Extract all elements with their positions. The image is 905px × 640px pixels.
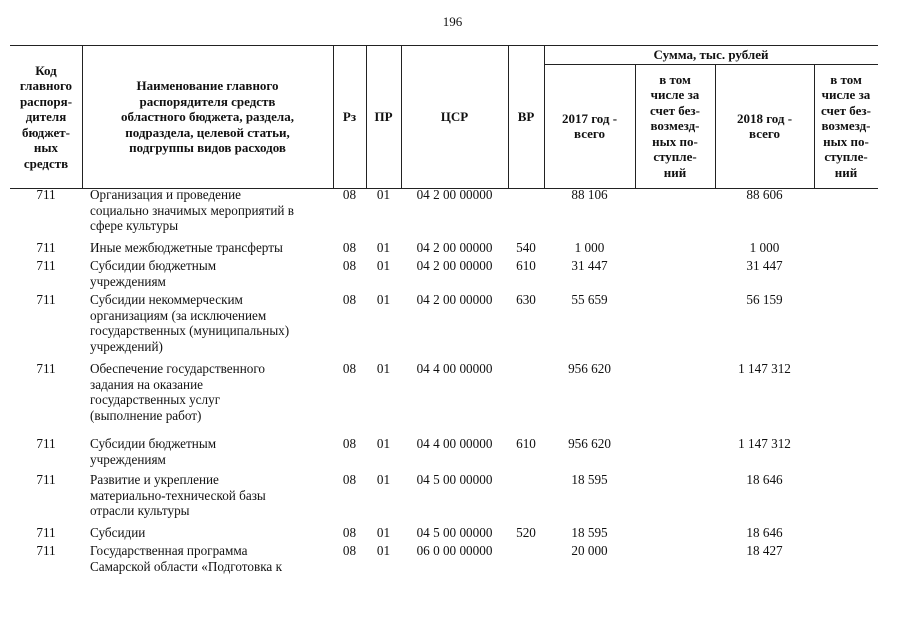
header-code: Код главного распоря- дителя бюджет- ных средств: [19, 63, 73, 171]
row-2017-total: 20 000: [571, 543, 608, 558]
table-header: [10, 45, 878, 189]
row-pr: 01: [376, 187, 391, 202]
row-name: Иные межбюджетные трансферты: [90, 240, 283, 255]
row-csr: 04 4 00 00000: [416, 436, 493, 451]
row-code: 711: [36, 292, 56, 307]
row-vr: 540: [516, 240, 536, 255]
row-code: 711: [36, 543, 56, 558]
row-rz: 08: [342, 187, 357, 202]
row-csr: 06 0 00 00000: [416, 543, 493, 558]
row-code: 711: [36, 525, 56, 540]
row-rz: 08: [342, 436, 357, 451]
row-2018-total: 1 147 312: [738, 361, 791, 376]
header-2017-total: 2017 год - всего: [561, 110, 618, 141]
header-2018-free: в том числе за счет без- возмезд- ных по- ступле- ний: [821, 72, 871, 180]
row-2017-total: 55 659: [571, 292, 608, 307]
row-2017-total: 956 620: [568, 436, 611, 451]
row-rz: 08: [342, 258, 357, 273]
row-2018-total: 1 000: [749, 240, 780, 255]
header-2017-free: в том числе за счет без- возмезд- ных по- ступле- ний: [650, 72, 700, 180]
row-csr: 04 2 00 00000: [416, 258, 493, 273]
row-code: 711: [36, 472, 56, 487]
row-rz: 08: [342, 543, 357, 558]
row-vr: 610: [516, 258, 536, 273]
row-pr: 01: [376, 543, 391, 558]
row-name: Государственная программа Самарской области «Подготовка к: [90, 543, 282, 574]
header-csr: ЦСР: [440, 109, 469, 125]
row-code: 711: [36, 436, 56, 451]
row-2017-total: 18 595: [571, 525, 608, 540]
row-code: 711: [36, 361, 56, 376]
row-csr: 04 2 00 00000: [416, 292, 493, 307]
header-vr: ВР: [517, 109, 535, 125]
row-vr: 630: [516, 292, 536, 307]
row-pr: 01: [376, 472, 391, 487]
row-2017-total: 1 000: [574, 240, 605, 255]
row-csr: 04 2 00 00000: [416, 187, 493, 202]
row-rz: 08: [342, 525, 357, 540]
row-name: Субсидии: [90, 525, 146, 540]
row-2017-total: 18 595: [571, 472, 608, 487]
row-pr: 01: [376, 361, 391, 376]
page-number: 196: [442, 14, 463, 29]
header-2018-total: 2018 год - всего: [736, 110, 793, 141]
row-name: Обеспечение государственного задания на оказание государственных услуг (выполнение работ): [90, 361, 266, 423]
row-name: Субсидии бюджетным учреждениям: [90, 436, 217, 467]
row-code: 711: [36, 258, 56, 273]
row-2018-total: 18 646: [746, 472, 783, 487]
header-pr: ПР: [374, 109, 393, 125]
row-2018-total: 56 159: [746, 292, 783, 307]
row-code: 711: [36, 240, 56, 255]
row-2018-total: 31 447: [746, 258, 783, 273]
row-csr: 04 2 00 00000: [416, 240, 493, 255]
row-rz: 08: [342, 240, 357, 255]
row-rz: 08: [342, 472, 357, 487]
row-2018-total: 88 606: [746, 187, 783, 202]
row-rz: 08: [342, 361, 357, 376]
row-name: Субсидии бюджетным учреждениям: [90, 258, 217, 289]
row-name: Развитие и укрепление материально-технической базы отрасли культуры: [90, 472, 266, 519]
row-pr: 01: [376, 258, 391, 273]
row-name: Субсидии некоммерческим организациям (за исключением государственных (муниципальных) учреждений): [90, 292, 290, 354]
row-name: Организация и проведение социально значимых мероприятий в сфере культуры: [90, 187, 295, 234]
row-pr: 01: [376, 525, 391, 540]
row-2018-total: 18 646: [746, 525, 783, 540]
row-csr: 04 5 00 00000: [416, 472, 493, 487]
row-2018-total: 18 427: [746, 543, 783, 558]
header-sum-group: Сумма, тыс. рублей: [653, 47, 769, 63]
row-vr: 610: [516, 436, 536, 451]
row-pr: 01: [376, 292, 391, 307]
header-name: Наименование главного распорядителя средств областного бюджета, раздела, подраздела, целевой статьи, подгруппы видов расходов: [121, 78, 294, 156]
row-vr: 520: [516, 525, 536, 540]
row-csr: 04 4 00 00000: [416, 361, 493, 376]
row-2018-total: 1 147 312: [738, 436, 791, 451]
row-code: 711: [36, 187, 56, 202]
row-csr: 04 5 00 00000: [416, 525, 493, 540]
row-2017-total: 956 620: [568, 361, 611, 376]
row-rz: 08: [342, 292, 357, 307]
row-pr: 01: [376, 436, 391, 451]
row-2017-total: 88 106: [571, 187, 608, 202]
header-rz: Рз: [342, 109, 357, 125]
row-pr: 01: [376, 240, 391, 255]
row-2017-total: 31 447: [571, 258, 608, 273]
